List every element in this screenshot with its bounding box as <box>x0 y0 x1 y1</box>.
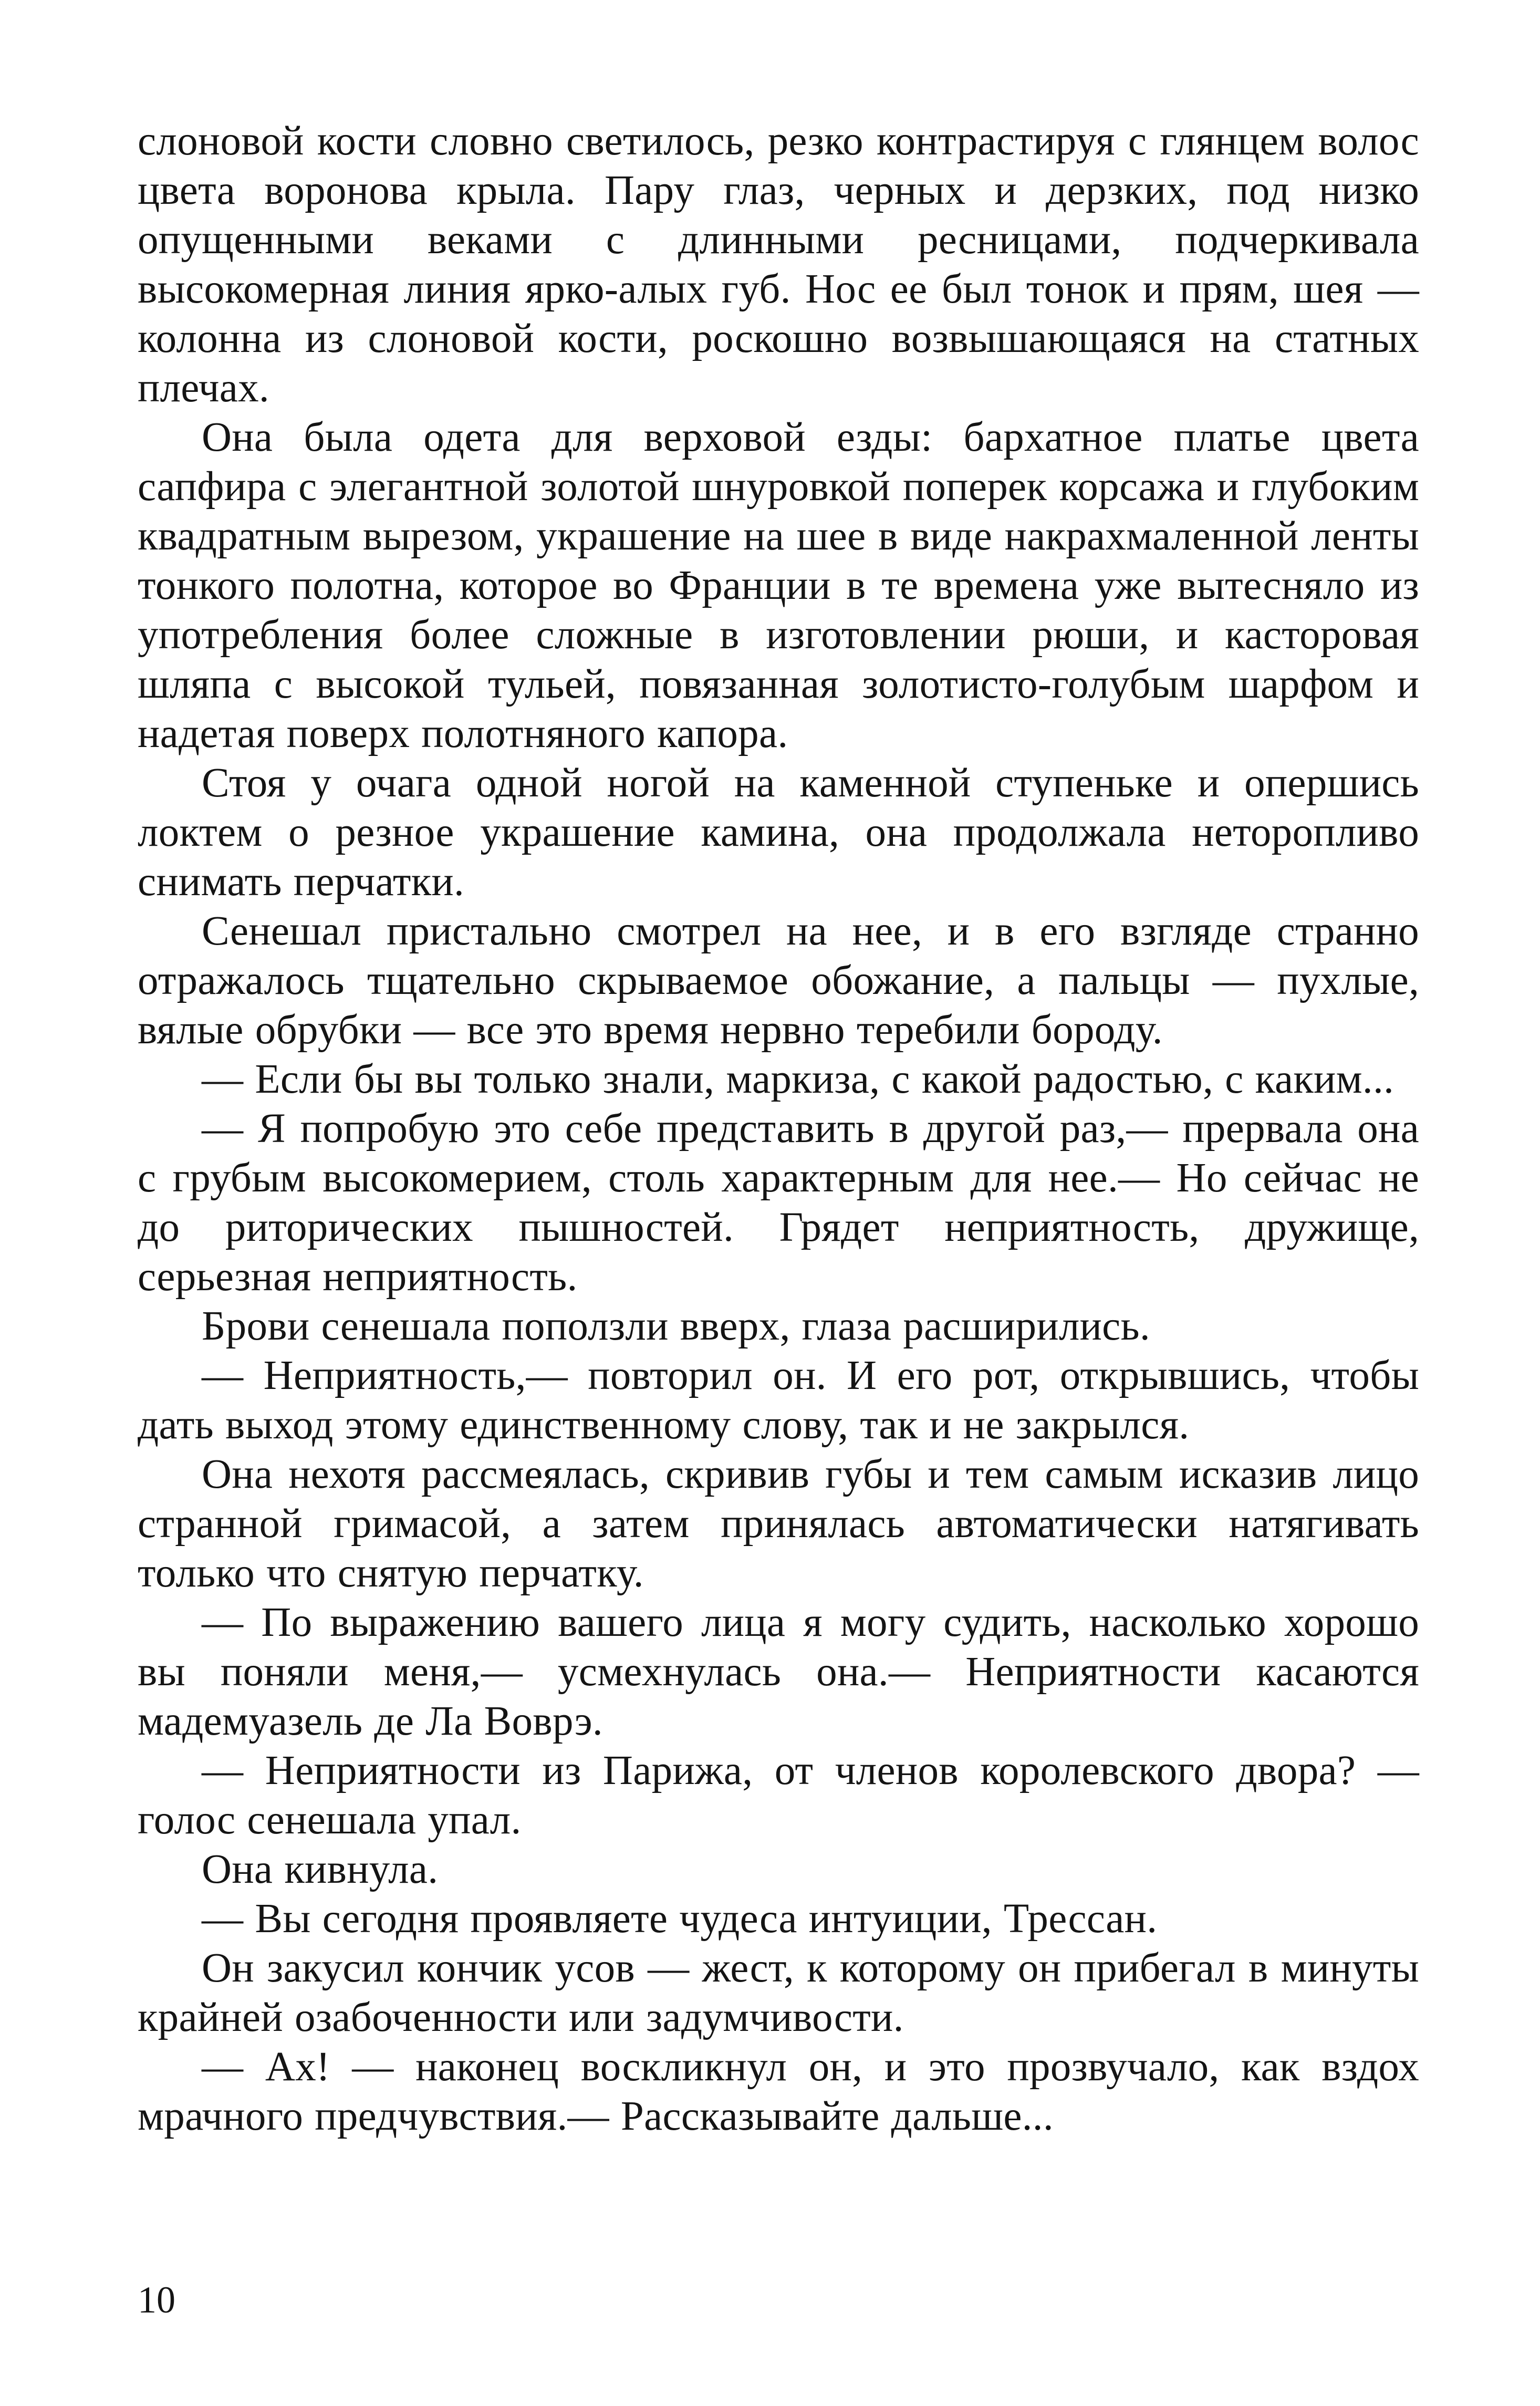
dialogue-paragraph: — Неприятности из Парижа, от членов королевского двора? — голос сенешала упал. <box>138 1748 1419 1843</box>
paragraph: Стоя у очага одной ногой на каменной ступеньке и опершись локтем о резное украшение камина, она продолжала неторопливо снимать перчатки. <box>138 760 1419 905</box>
paragraph: Он закусил кончик усов — жест, к которому он прибегал в минуты крайней озабоченности или задумчивости. <box>138 1945 1419 2040</box>
dialogue-paragraph: — Неприятность,— повторил он. И его рот, открывшись, чтобы дать выход этому единственному слову, так и не закрылся. <box>138 1353 1419 1448</box>
paragraph: Сенешал пристально смотрел на нее, и в его взгляде странно отражалось тщательно скрываемое обожание, а пальцы — пухлые, вялые обрубки — все это время нервно теребили бороду. <box>138 908 1419 1053</box>
page-number: 10 <box>138 2279 175 2321</box>
dialogue-paragraph: — Если бы вы только знали, маркиза, с какой радостью, с каким... <box>202 1056 1395 1102</box>
dialogue-paragraph: — Вы сегодня проявляете чудеса интуиции, Трессан. <box>202 1896 1158 1942</box>
paragraph: Она нехотя рассмеялась, скривив губы и тем самым исказив лицо странной гримасой, а затем принялась автоматически натягивать только что снятую перчатку. <box>138 1451 1419 1596</box>
paragraph: Брови сенешала поползли вверх, глаза расширились. <box>202 1303 1150 1349</box>
paragraph: слоновой кости словно светилось, резко контрастируя с глянцем волос цвета воронова крыла. Пару глаз, черных и дерзких, под низко опущенными веками с длинными ресницами, подчеркивала высокомерная линия ярко-алых губ. Нос ее был тонок и прям, шея — колонна из слоновой кости, роскошно возвышающаяся на статных плечах. <box>138 118 1419 411</box>
dialogue-paragraph: — По выражению вашего лица я могу судить, насколько хорошо вы поняли меня,— усмехнулась она.— Неприятности касаются мадемуазель де Ла Воврэ. <box>138 1600 1419 1744</box>
body-text <box>138 117 1419 2141</box>
dialogue-paragraph: — Ах! — наконец воскликнул он, и это прозвучало, как вздох мрачного предчувствия.— Рассказывайте дальше... <box>138 2044 1419 2139</box>
dialogue-paragraph: — Я попробую это себе представить в другой раз,— прервала она с грубым высокомерием, столь характерным для нее.— Но сейчас не до риторических пышностей. Грядет неприятность, дружище, серьезная неприятность. <box>138 1106 1419 1300</box>
paragraph: Она кивнула. <box>202 1847 439 1892</box>
paragraph: Она была одета для верховой езды: бархатное платье цвета сапфира с элегантной золотой шнуровкой поперек корсажа и глубоким квадратным вырезом, украшение на шее в виде накрахмаленной ленты тонкого полотна, которое во Франции в те времена уже вытесняло из употребления более сложные в изготовлении рюши, и касторовая шляпа с высокой тульей, повязанная золотисто-голубым шарфом и надетая поверх полотняного капора. <box>138 414 1419 756</box>
